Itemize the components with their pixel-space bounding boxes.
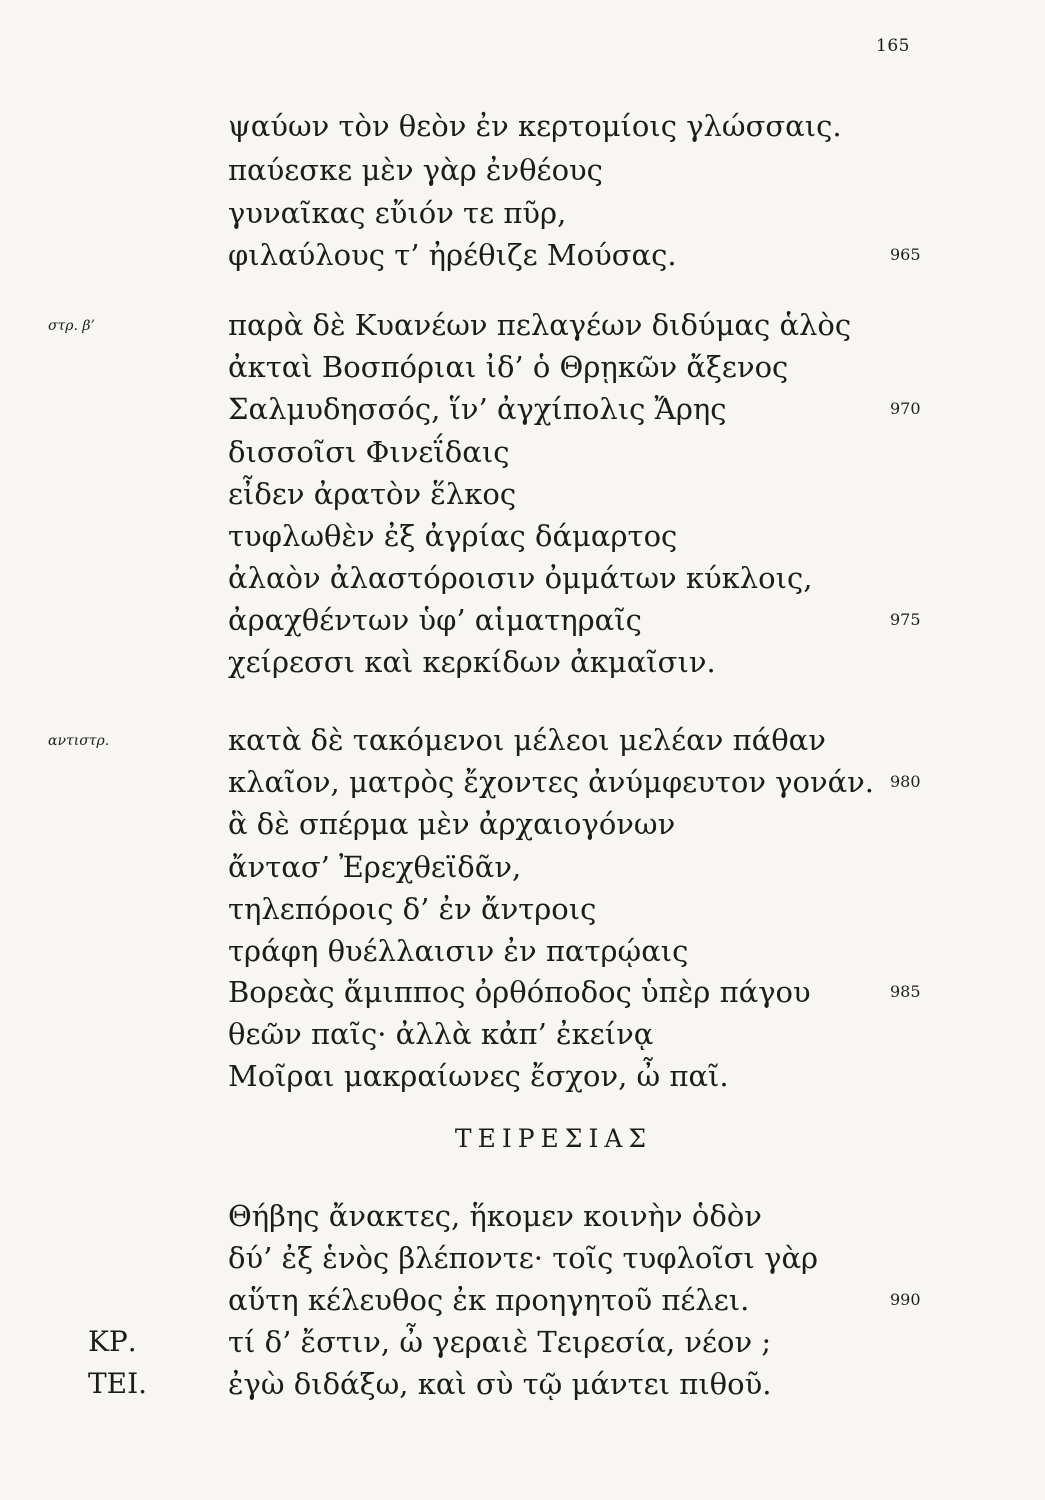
page-number: 165 (876, 36, 910, 56)
verse-line (0, 150, 1045, 190)
antistrophe-marker: αντιστρ. (48, 733, 110, 749)
verse-text: Σαλμυδησσός, ἵν’ ἀγχίπολις Ἄρης (228, 392, 727, 426)
verse-text: Μοῖραι μακραίωνες ἔσχον, ὦ παῖ. (228, 1059, 729, 1093)
verse-text: τί δ’ ἔστιν, ὦ γεραιὲ Τειρεσία, νέον ; (228, 1325, 772, 1359)
verse-text: δύ’ ἐξ ἑνὸς βλέποντε· τοῖς τυφλοῖσι γὰρ (228, 1241, 819, 1275)
verse-line (0, 558, 1045, 598)
verse-text: ἀραχθέντων ὑφ’ αἱματηραῖς (228, 603, 642, 637)
verse-text: ἐγὼ διδάξω, καὶ σὺ τῷ μάντει πιθοῦ. (228, 1367, 772, 1401)
verse-line (0, 1056, 1045, 1096)
verse-text: κατὰ δὲ τακόμενοι μέλεοι μελέαν πάθαν (228, 723, 826, 757)
verse-line (0, 347, 1045, 387)
line-number: 985 (890, 982, 921, 1001)
verse-line (0, 847, 1045, 887)
verse-line (0, 1014, 1045, 1054)
verse-text: παύεσκε μὲν γὰρ ἐνθέους (228, 153, 603, 187)
line-number: 975 (890, 610, 921, 629)
line-number: 970 (890, 399, 921, 418)
verse-line (0, 972, 1045, 1012)
verse-text: γυναῖκας εὔιόν τε πῦρ, (228, 196, 567, 230)
verse-line (0, 1196, 1045, 1236)
verse-line (0, 1238, 1045, 1278)
verse-line (0, 1364, 1045, 1404)
verse-line (0, 931, 1045, 971)
verse-text: κλαῖον, ματρὸς ἔχοντες ἀνύμφευτον γονάν. (228, 765, 875, 799)
verse-line (0, 235, 1045, 275)
verse-text: φιλαύλους τ’ ἠρέθιζε Μούσας. (228, 238, 677, 272)
verse-line (0, 720, 1045, 760)
verse-text: ψαύων τὸν θεὸν ἐν κερτομίοις γλώσσαις. (228, 109, 842, 143)
verse-text: τηλεπόροις δ’ ἐν ἄντροις (228, 892, 597, 926)
verse-line (0, 432, 1045, 472)
verse-text: χείρεσσι καὶ κερκίδων ἀκμαῖσιν. (228, 645, 716, 679)
verse-line (0, 804, 1045, 844)
verse-line (0, 516, 1045, 556)
verse-line (0, 642, 1045, 682)
verse-line (0, 1322, 1045, 1362)
verse-line (0, 193, 1045, 233)
verse-text: Βορεὰς ἅμιππος ὀρθόποδος ὑπὲρ πάγου (228, 975, 811, 1009)
verse-text: εἶδεν ἀρατὸν ἕλκος (228, 477, 517, 511)
verse-line (0, 600, 1045, 640)
strophe-marker: στρ. β’ (48, 318, 95, 334)
verse-text: τράφη θυέλλαισιν ἐν πατρῴαις (228, 934, 689, 968)
verse-line (0, 106, 1045, 146)
verse-text: θεῶν παῖς· ἀλλὰ κἀπ’ ἐκείνᾳ (228, 1017, 654, 1051)
verse-text: Θήβης ἄνακτες, ἥκομεν κοινὴν ὁδὸν (228, 1199, 762, 1233)
verse-text: ἀκταὶ Βοσπόριαι ἰδ’ ὁ Θρῃκῶν ἄξενος (228, 350, 789, 384)
line-number: 980 (890, 772, 921, 791)
verse-line (0, 474, 1045, 514)
verse-text: παρὰ δὲ Κυανέων πελαγέων διδύμας ἁλὸς (228, 308, 852, 342)
verse-line (0, 305, 1045, 345)
speaker-label: ΚΡ. (88, 1325, 137, 1358)
line-number: 990 (890, 1290, 921, 1309)
verse-line (0, 389, 1045, 429)
verse-line (0, 762, 1045, 802)
verse-line (0, 1280, 1045, 1320)
verse-text: αὕτη κέλευθος ἐκ προηγητοῦ πέλει. (228, 1283, 750, 1317)
verse-text: ἃ δὲ σπέρμα μὲν ἀρχαιογόνων (228, 807, 676, 841)
speaker-heading: ΤΕΙΡΕΣΙΑΣ (454, 1124, 653, 1153)
line-number: 965 (890, 245, 921, 264)
verse-text: ἄντασ’ Ἐρεχθεϊδᾶν, (228, 850, 522, 884)
verse-text: τυφλωθὲν ἐξ ἀγρίας δάμαρτος (228, 519, 678, 553)
verse-text: ἀλαὸν ἀλαστόροισιν ὀμμάτων κύκλοις, (228, 561, 813, 595)
speaker-label: ΤΕΙ. (88, 1367, 148, 1400)
verse-line (0, 889, 1045, 929)
verse-text: δισσοῖσι Φινεΐδαις (228, 435, 510, 469)
